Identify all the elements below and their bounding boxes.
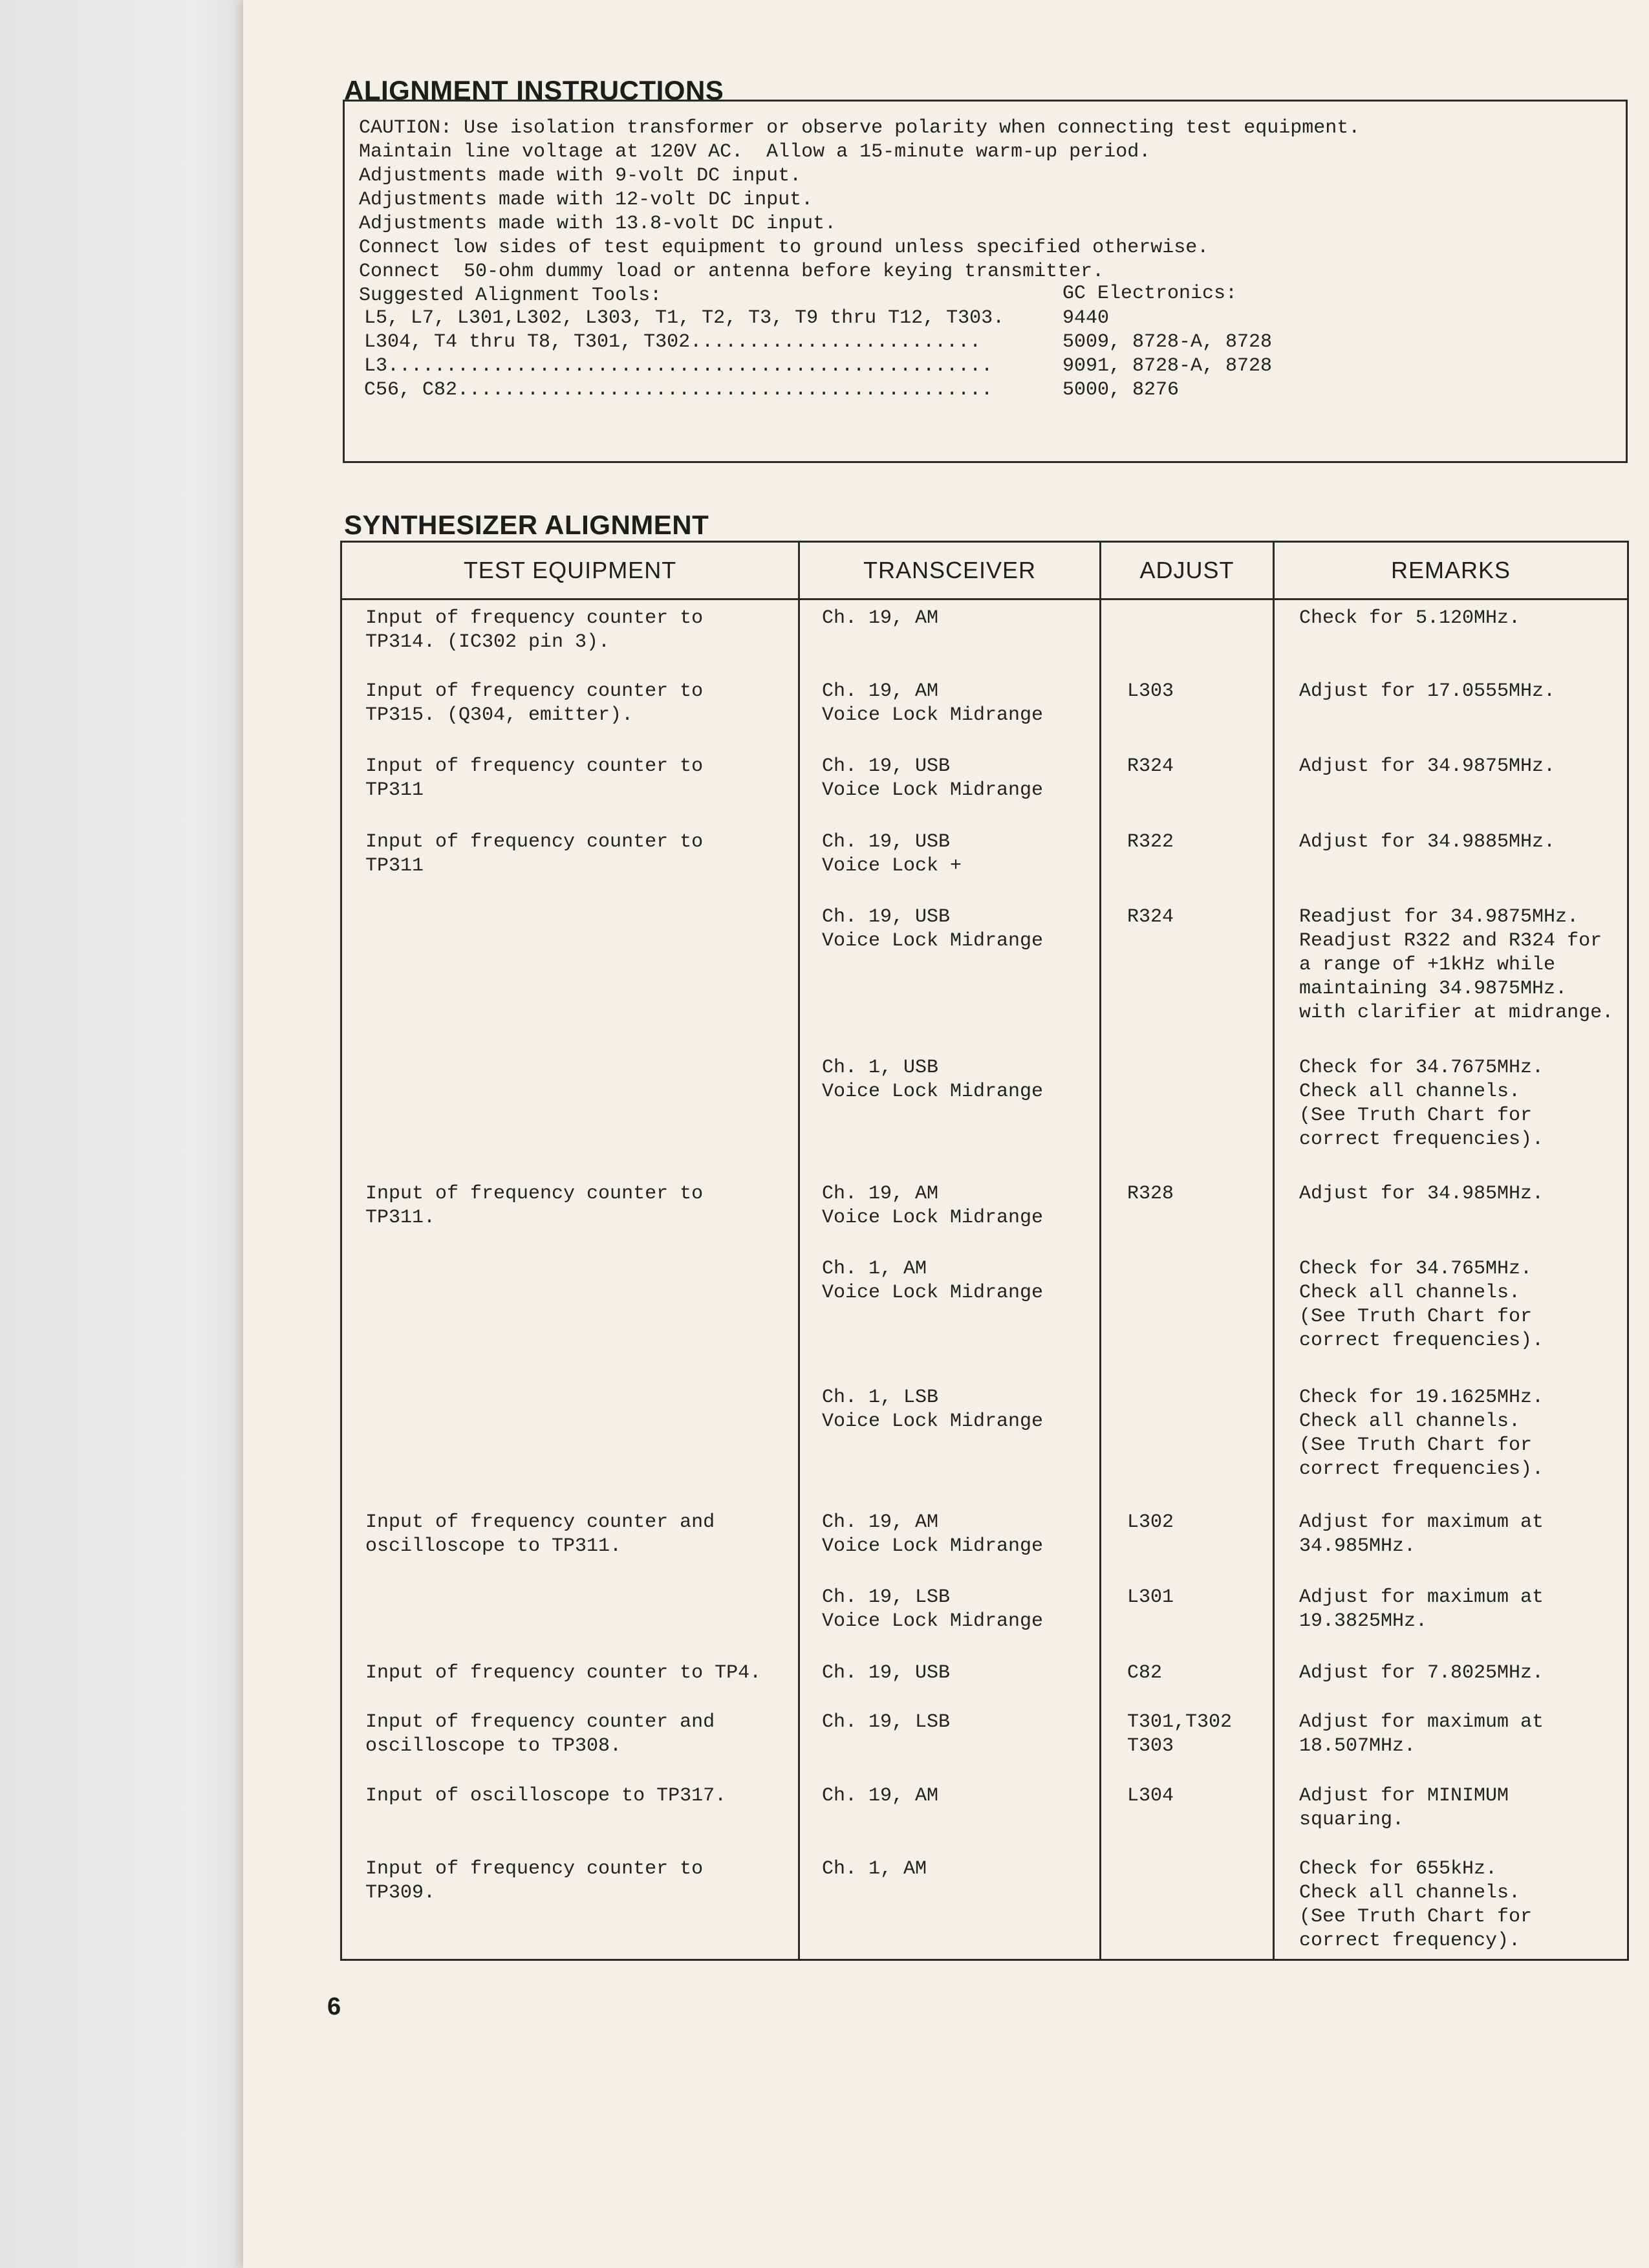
remarks-cell xyxy=(1274,1050,1628,1176)
instruction-line: CAUTION: Use isolation transformer or observe polarity when connecting test equipment. xyxy=(359,117,1361,139)
transceiver-cell-text: Ch. 19, USB Voice Lock Midrange xyxy=(822,906,1044,953)
remarks-cell-text: Adjust for 34.9885MHz. xyxy=(1299,830,1556,853)
table-row xyxy=(341,1778,1628,1850)
transceiver-cell xyxy=(799,1579,1101,1654)
adjust-cell-text: R328 xyxy=(1127,1182,1174,1205)
test-equipment-cell-text xyxy=(342,1251,798,1257)
adjust-cell-text xyxy=(1101,1050,1273,1056)
instruction-line: Adjustments made with 9-volt DC input. xyxy=(359,165,802,187)
adjust-cell-text xyxy=(1101,1379,1273,1386)
remarks-cell xyxy=(1274,1504,1628,1579)
transceiver-cell-text: Ch. 19, LSB xyxy=(822,1711,951,1733)
adjust-cell xyxy=(1101,1176,1274,1251)
test-equipment-cell xyxy=(341,1704,799,1778)
transceiver-cell xyxy=(799,899,1101,1050)
remarks-cell-text: Adjust for 17.0555MHz. xyxy=(1299,680,1556,702)
test-equipment-cell xyxy=(341,1851,799,1960)
adjust-cell xyxy=(1101,1050,1274,1176)
transceiver-cell xyxy=(799,1504,1101,1579)
transceiver-cell xyxy=(799,1704,1101,1778)
transceiver-cell-text: Ch. 19, AM Voice Lock Midrange xyxy=(822,1511,1044,1557)
transceiver-cell xyxy=(799,1851,1101,1960)
remarks-cell xyxy=(1274,673,1628,748)
adjust-cell-text: L303 xyxy=(1127,680,1174,702)
table-row xyxy=(341,1176,1628,1251)
test-equipment-cell xyxy=(341,1251,799,1379)
tool-codes: 9440 xyxy=(1062,307,1110,329)
transceiver-cell xyxy=(799,748,1101,823)
alignment-instructions-box xyxy=(343,100,1628,463)
adjust-cell-text xyxy=(1101,1851,1273,1857)
transceiver-cell-text: Ch. 19, AM Voice Lock Midrange xyxy=(822,680,1044,726)
page-number: 6 xyxy=(327,1993,341,2020)
remarks-cell-text: Check for 34.7675MHz. Check all channels. (See Truth Chart for correct frequencies). xyxy=(1299,1057,1544,1151)
remarks-cell-text: Adjust for 34.985MHz. xyxy=(1299,1182,1544,1205)
test-equipment-cell-text: Input of oscilloscope to TP317. xyxy=(365,1785,727,1808)
test-equipment-cell xyxy=(341,599,799,673)
adjust-cell-text: C82 xyxy=(1127,1661,1163,1684)
test-equipment-cell-text: Input of frequency counter to TP309. xyxy=(365,1857,704,1904)
test-equipment-cell-text: Input of frequency counter to TP314. (IC302 pin 3). xyxy=(365,607,704,653)
test-equipment-cell xyxy=(341,1579,799,1654)
adjust-cell xyxy=(1101,1579,1274,1654)
test-equipment-cell-text: Input of frequency counter and oscilloscope to TP308. xyxy=(365,1711,715,1757)
transceiver-cell xyxy=(799,1379,1101,1504)
header-test-equipment: TEST EQUIPMENT xyxy=(341,542,799,599)
transceiver-cell-text: Ch. 19, AM xyxy=(822,1785,939,1808)
table-row xyxy=(341,599,1628,673)
test-equipment-cell-text: Input of frequency counter to TP311. xyxy=(365,1182,704,1229)
table-row xyxy=(341,1655,1628,1704)
test-equipment-cell-text: Input of frequency counter to TP4. xyxy=(365,1661,762,1684)
instruction-line: Connect low sides of test equipment to ground unless specified otherwise. xyxy=(359,237,1209,259)
transceiver-cell xyxy=(799,1176,1101,1251)
header-adjust: ADJUST xyxy=(1101,542,1274,599)
test-equipment-cell-text xyxy=(342,1579,798,1586)
instruction-line: Adjustments made with 12-volt DC input. xyxy=(359,189,814,211)
transceiver-cell-text: Ch. 1, LSB Voice Lock Midrange xyxy=(822,1387,1044,1433)
transceiver-cell xyxy=(799,1251,1101,1379)
remarks-cell xyxy=(1274,748,1628,823)
remarks-cell xyxy=(1274,1704,1628,1778)
test-equipment-cell xyxy=(341,673,799,748)
transceiver-cell-text: Ch. 1, AM xyxy=(822,1857,927,1880)
test-equipment-cell xyxy=(341,1504,799,1579)
alignment-instructions-title: ALIGNMENT INSTRUCTIONS xyxy=(344,75,724,105)
table-row xyxy=(341,1579,1628,1654)
synthesizer-alignment-table xyxy=(340,541,1629,1961)
remarks-cell xyxy=(1274,899,1628,1050)
adjust-cell-text: L304 xyxy=(1127,1785,1174,1808)
remarks-cell-text: Check for 34.765MHz. Check all channels. (See Truth Chart for correct frequencies). xyxy=(1299,1258,1544,1352)
remarks-cell-text: Check for 5.120MHz. xyxy=(1299,607,1521,629)
test-equipment-cell-text: Input of frequency counter to TP311 xyxy=(365,755,704,802)
table-header-row xyxy=(341,542,1628,599)
adjust-cell xyxy=(1101,1851,1274,1960)
test-equipment-cell xyxy=(341,1778,799,1850)
remarks-cell xyxy=(1274,1176,1628,1251)
remarks-cell-text: Adjust for maximum at 18.507MHz. xyxy=(1299,1711,1544,1757)
transceiver-cell xyxy=(799,1050,1101,1176)
instruction-line: Suggested Alignment Tools: xyxy=(359,285,662,307)
transceiver-cell xyxy=(799,599,1101,673)
adjust-cell xyxy=(1101,899,1274,1050)
remarks-cell-text: Adjust for maximum at 34.985MHz. xyxy=(1299,1511,1544,1557)
tool-codes: 5000, 8276 xyxy=(1062,379,1180,401)
remarks-cell-text: Adjust for maximum at 19.3825MHz. xyxy=(1299,1586,1544,1633)
tool-parts: L304, T4 thru T8, T301, T302......................... xyxy=(364,331,982,353)
test-equipment-cell-text: Input of frequency counter to TP315. (Q304, emitter). xyxy=(365,680,704,726)
tool-parts: L5, L7, L301,L302, L303, T1, T2, T3, T9 thru T12, T303. xyxy=(364,307,1005,329)
adjust-cell xyxy=(1101,1379,1274,1504)
remarks-cell xyxy=(1274,599,1628,673)
transceiver-cell xyxy=(799,824,1101,899)
table-row xyxy=(341,1851,1628,1960)
adjust-cell xyxy=(1101,1251,1274,1379)
adjust-cell-text: R324 xyxy=(1127,755,1174,778)
table-row xyxy=(341,748,1628,823)
transceiver-cell xyxy=(799,1778,1101,1850)
remarks-cell-text: Check for 655kHz. Check all channels. (See Truth Chart for correct frequency). xyxy=(1299,1857,1533,1952)
transceiver-cell-text: Ch. 1, AM Voice Lock Midrange xyxy=(822,1258,1044,1304)
transceiver-cell xyxy=(799,673,1101,748)
transceiver-cell-text: Ch. 19, AM Voice Lock Midrange xyxy=(822,1182,1044,1229)
remarks-cell-text: Adjust for 7.8025MHz. xyxy=(1299,1661,1544,1684)
remarks-cell xyxy=(1274,824,1628,899)
transceiver-cell-text: Ch. 19, AM xyxy=(822,607,939,629)
adjust-cell xyxy=(1101,1504,1274,1579)
adjust-cell xyxy=(1101,1778,1274,1850)
tool-codes: 9091, 8728-A, 8728 xyxy=(1062,355,1273,377)
remarks-cell-text: Adjust for 34.9875MHz. xyxy=(1299,755,1556,778)
adjust-cell-text xyxy=(1101,1251,1273,1257)
test-equipment-cell xyxy=(341,1176,799,1251)
adjust-cell xyxy=(1101,1655,1274,1704)
table-row xyxy=(341,673,1628,748)
remarks-cell-text: Readjust for 34.9875MHz. Readjust R322 and R324 for a range of +1kHz while maintaining 34.9875MHz. with clarifier at midrange. xyxy=(1299,906,1614,1024)
remarks-cell xyxy=(1274,1778,1628,1850)
transceiver-cell xyxy=(799,1655,1101,1704)
adjust-cell xyxy=(1101,673,1274,748)
adjust-cell-text: R324 xyxy=(1127,906,1174,929)
table-row xyxy=(341,1379,1628,1504)
remarks-cell-text: Check for 19.1625MHz. Check all channels. (See Truth Chart for correct frequencies). xyxy=(1299,1387,1544,1481)
tool-parts: C56, C82.............................................. xyxy=(364,379,993,401)
tool-parts: L3.................................................... xyxy=(364,355,993,377)
test-equipment-cell-text: Input of frequency counter and oscilloscope to TP311. xyxy=(365,1511,715,1557)
adjust-cell xyxy=(1101,1704,1274,1778)
remarks-cell xyxy=(1274,1379,1628,1504)
test-equipment-cell-text: Input of frequency counter to TP311 xyxy=(365,830,704,877)
test-equipment-cell-text xyxy=(342,1050,798,1056)
table-row xyxy=(341,1050,1628,1176)
table-row xyxy=(341,1251,1628,1379)
test-equipment-cell-text xyxy=(342,1379,798,1386)
test-equipment-cell xyxy=(341,748,799,823)
table-row xyxy=(341,899,1628,1050)
tools-vendor-header: GC Electronics: xyxy=(1062,283,1238,305)
instruction-line: Adjustments made with 13.8-volt DC input. xyxy=(359,213,837,235)
adjust-cell-text: L301 xyxy=(1127,1586,1174,1609)
remarks-cell-text: Adjust for MINIMUM squaring. xyxy=(1299,1785,1509,1831)
table-row xyxy=(341,1504,1628,1579)
header-transceiver: TRANSCEIVER xyxy=(799,542,1101,599)
table-row xyxy=(341,1704,1628,1778)
adjust-cell-text xyxy=(1101,600,1273,607)
adjust-cell xyxy=(1101,748,1274,823)
test-equipment-cell-text xyxy=(342,899,798,905)
remarks-cell xyxy=(1274,1655,1628,1704)
transceiver-cell-text: Ch. 19, LSB Voice Lock Midrange xyxy=(822,1586,1044,1633)
test-equipment-cell xyxy=(341,1379,799,1504)
transceiver-cell-text: Ch. 1, USB Voice Lock Midrange xyxy=(822,1057,1044,1103)
scan-edge-shadow xyxy=(0,0,246,2268)
adjust-cell-text: T301,T302 T303 xyxy=(1127,1711,1233,1757)
remarks-cell xyxy=(1274,1251,1628,1379)
transceiver-cell-text: Ch. 19, USB Voice Lock Midrange xyxy=(822,755,1044,802)
remarks-cell xyxy=(1274,1579,1628,1654)
adjust-cell-text: L302 xyxy=(1127,1511,1174,1533)
header-remarks: REMARKS xyxy=(1274,542,1628,599)
synthesizer-alignment-title: SYNTHESIZER ALIGNMENT xyxy=(344,510,709,540)
transceiver-cell-text: Ch. 19, USB Voice Lock + xyxy=(822,830,962,877)
test-equipment-cell xyxy=(341,824,799,899)
test-equipment-cell xyxy=(341,1655,799,1704)
adjust-cell-text: R322 xyxy=(1127,830,1174,853)
instruction-line: Maintain line voltage at 120V AC. Allow a 15-minute warm-up period. xyxy=(359,141,1151,163)
test-equipment-cell xyxy=(341,899,799,1050)
adjust-cell xyxy=(1101,824,1274,899)
transceiver-cell-text: Ch. 19, USB xyxy=(822,1661,951,1684)
tool-codes: 5009, 8728-A, 8728 xyxy=(1062,331,1273,353)
table-row xyxy=(341,824,1628,899)
adjust-cell xyxy=(1101,599,1274,673)
remarks-cell xyxy=(1274,1851,1628,1960)
test-equipment-cell xyxy=(341,1050,799,1176)
instruction-line: Connect 50-ohm dummy load or antenna before keying transmitter. xyxy=(359,261,1105,283)
